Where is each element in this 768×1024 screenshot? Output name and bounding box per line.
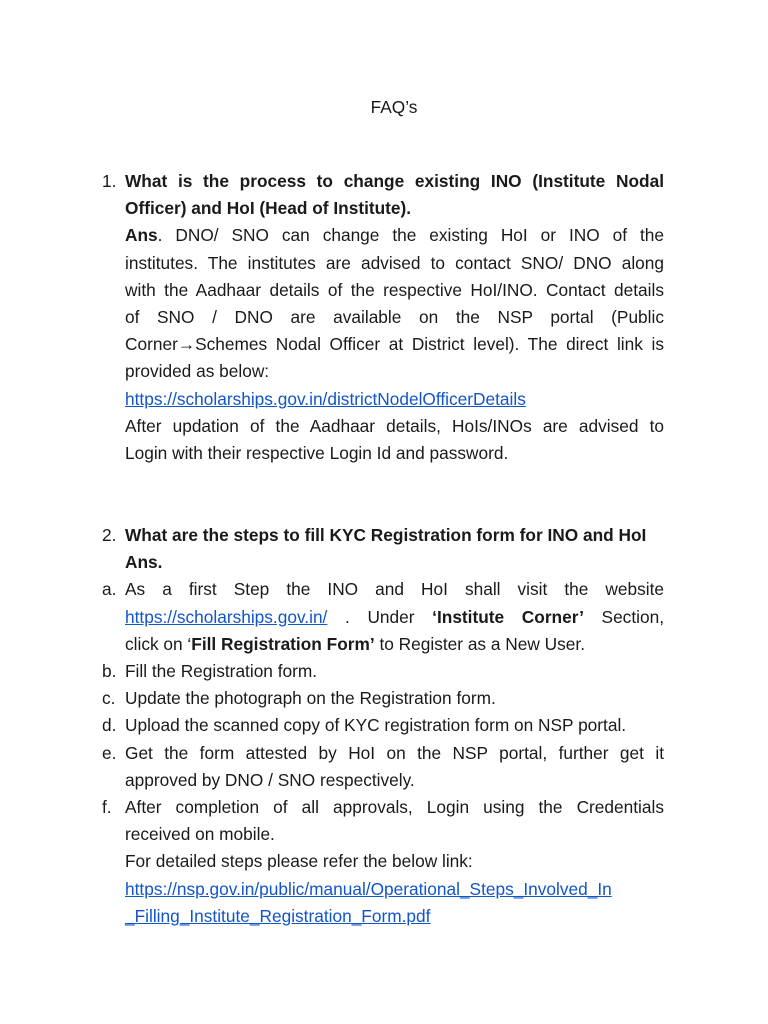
arrow-right-icon: → [177, 334, 196, 355]
list-item: b. Fill the Registration form. [102, 658, 664, 685]
faq-answer-line: After updation of the Aadhaar details, HoIs/INOs are advised to [125, 415, 664, 436]
faq-item-1 [102, 168, 664, 467]
faq-number: 1. [102, 171, 117, 191]
list-item: a. As a first Step the INO and HoI shall visit the website https://scholarships.gov.in/ . Under ‘Institute Corner’ Section, click on ‘Fill Registration Form’ to Register as a New User. [102, 576, 664, 658]
page-title: FAQ’s [370, 97, 418, 117]
list-marker: c. [102, 688, 116, 709]
faq-question-line: Officer) and HoI (Head of Institute). [125, 198, 412, 219]
list-item: c. Update the photograph on the Registration form. [102, 685, 664, 712]
faq-number: 2. [102, 525, 117, 545]
faq-answer-line: Ans. DNO/ SNO can change the existing HoI or INO of the [125, 225, 664, 246]
faq-answer-line: Corner→Schemes Nodal Officer at District level). The direct link is [125, 334, 664, 355]
faq-answer-line: with the Aadhaar details of the respective HoI/INO. Contact details [125, 279, 664, 300]
list-marker: d. [102, 715, 117, 736]
steps-list [102, 576, 664, 930]
faq-answer-line: provided as below: [125, 361, 270, 382]
faq-question-line: What are the steps to fill KYC Registration form for INO and HoI [125, 525, 647, 545]
list-item: f. After completion of all approvals, Login using the Credentials received on mobile. For detailed steps please refer the below link: https://nsp.gov.in/public/manual/Operational_Steps_Involved_In _Filling_Institute_Registration_Form.pdf [102, 794, 664, 930]
faq-answer-line: Login with their respective Login Id and password. [125, 443, 509, 464]
operational-steps-manual-link[interactable]: https://nsp.gov.in/public/manual/Operational_Steps_Involved_In [125, 878, 612, 899]
list-marker: f. [102, 797, 112, 818]
scholarships-home-link[interactable]: https://scholarships.gov.in/ [125, 606, 328, 627]
answer-label: Ans [125, 225, 158, 246]
faq-question-line: What is the process to change existing INO (Institute Nodal [125, 171, 664, 191]
list-item: e. Get the form attested by HoI on the NSP portal, further get it approved by DNO / SNO respectively. [102, 740, 664, 794]
faq-answer-line: of SNO / DNO are available on the NSP portal (Public [125, 307, 664, 328]
list-marker: a. [102, 579, 117, 600]
faq-item-2 [102, 522, 664, 930]
operational-steps-manual-link-continued[interactable]: _Filling_Institute_Registration_Form.pdf [125, 905, 431, 926]
district-nodal-officer-link[interactable]: https://scholarships.gov.in/districtNodelOfficerDetails [125, 388, 526, 409]
answer-label: Ans. [125, 552, 163, 573]
list-marker: e. [102, 742, 117, 763]
faq-answer-line: institutes. The institutes are advised to contact SNO/ DNO along [125, 252, 664, 273]
list-marker: b. [102, 661, 117, 682]
list-item: d. Upload the scanned copy of KYC registration form on NSP portal. [102, 712, 664, 739]
